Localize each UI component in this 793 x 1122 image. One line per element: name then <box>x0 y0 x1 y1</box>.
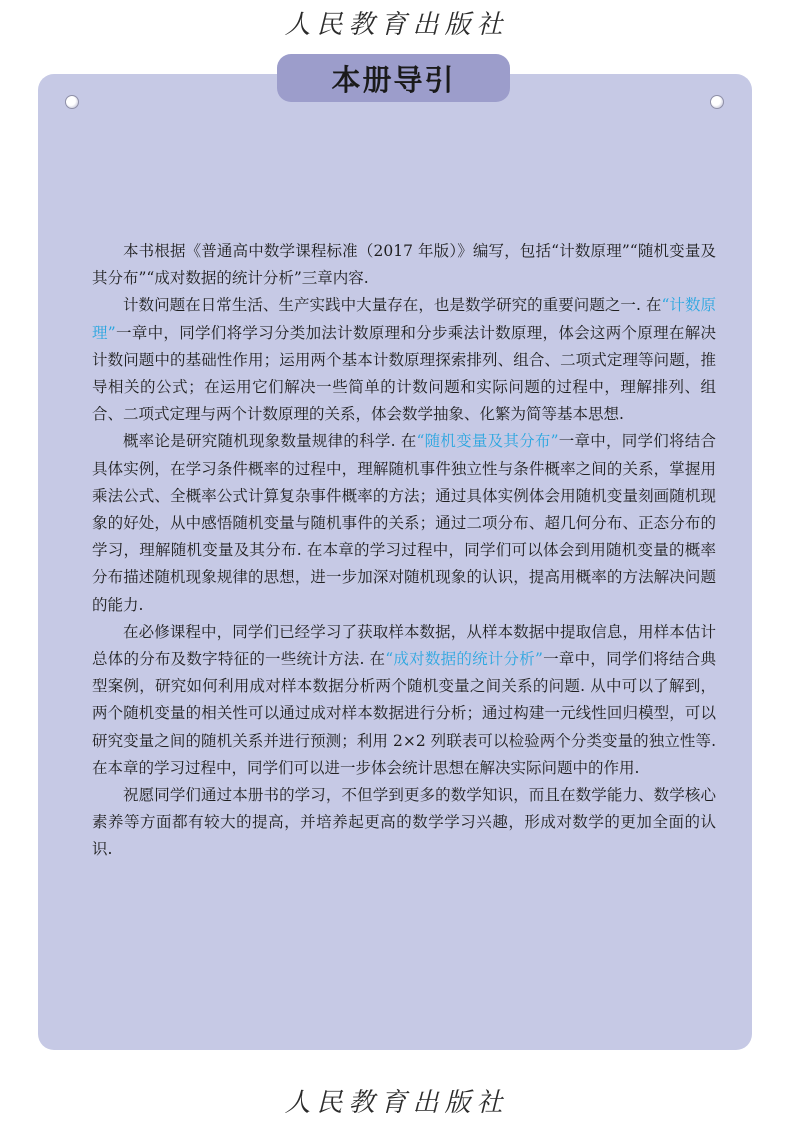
paragraph-text: 一章中，同学们将结合具体实例，在学习条件概率的过程中，理解随机事件独立性与条件概率之间的关系，掌握用乘法公式、全概率公式计算复杂事件概率的方法；通过具体实例体会用随机变量刻画随机现象的好处，从中感悟随机变量与随机事件的关系；通过二项分布、超几何分布、正态分布的学习，理解随机变量及其分布. 在本章的学习过程中，同学们可以体会到用随机变量的概率分布描述随机现象规律的思想，进一步加深对随机现象的认识，提高用概率的方法解决问题的能力. <box>92 432 716 614</box>
paragraph-text: 一章中，同学们将学习分类加法计数原理和分步乘法计数原理，体会这两个原理在解决计数问题中的基础性作用；运用两个基本计数原理探索排列、组合、二项式定理等问题，推导相关的公式；在运用它们解决一些简单的计数问题和实际问题的过程中，理解排列、组合、二项式定理与两个计数原理的关系，体会数学抽象、化繁为简等基本思想. <box>92 323 716 424</box>
paragraph-5 <box>92 782 716 864</box>
chapter-highlight: “成对数据的统计分析” <box>385 650 543 669</box>
page-title: 本册导引 <box>277 54 510 102</box>
paragraph-1 <box>92 238 716 292</box>
paragraph-text: 本书根据《普通高中数学课程标准（2017 年版）》编写，包括“计数原理”“随机变量及其分布”“成对数据的统计分析”三章内容. <box>92 242 716 288</box>
paragraph-text: 一章中，同学们将结合典型案例，研究如何利用成对样本数据分析两个随机变量之间关系的问题. 从中可以了解到，两个随机变量的相关性可以通过成对样本数据进行分析；通过构建一元线性回归模型，可以研究变量之间的随机关系并进行预测；利用 2×2 列联表可以检验两个分类变量的独立性等. 在本章的学习过程中，同学们可以进一步体会统计思想在解决实际问题中的作用. <box>92 650 716 777</box>
chapter-highlight: “随机变量及其分布” <box>416 432 559 451</box>
guide-body <box>92 238 716 864</box>
ring-hole-left <box>65 95 79 109</box>
paragraph-text: 计数问题在日常生活、生产实践中大量存在，也是数学研究的重要问题之一. 在 <box>123 296 662 315</box>
paragraph-text: 祝愿同学们通过本册书的学习，不但学到更多的数学知识，而且在数学能力、数学核心素养等方面都有较大的提高，并培养起更高的数学学习兴趣，形成对数学的更加全面的认识. <box>92 786 716 859</box>
publisher-logo-bottom: 人民教育出版社 <box>284 1088 509 1118</box>
paragraph-2 <box>92 292 716 428</box>
paragraph-3 <box>92 428 716 618</box>
paragraph-text: 概率论是研究随机现象数量规律的科学. 在 <box>123 432 417 451</box>
paragraph-text: 在必修课程中，同学们已经学习了获取样本数据，从样本数据中提取信息，用样本估计总体的分布及数字特征的一些统计方法. 在 <box>92 622 716 669</box>
ring-hole-right <box>710 95 724 109</box>
paragraph-4 <box>92 619 716 782</box>
chapter-highlight: “计数原理” <box>92 296 716 342</box>
publisher-logo-top: 人民教育出版社 <box>284 10 509 40</box>
